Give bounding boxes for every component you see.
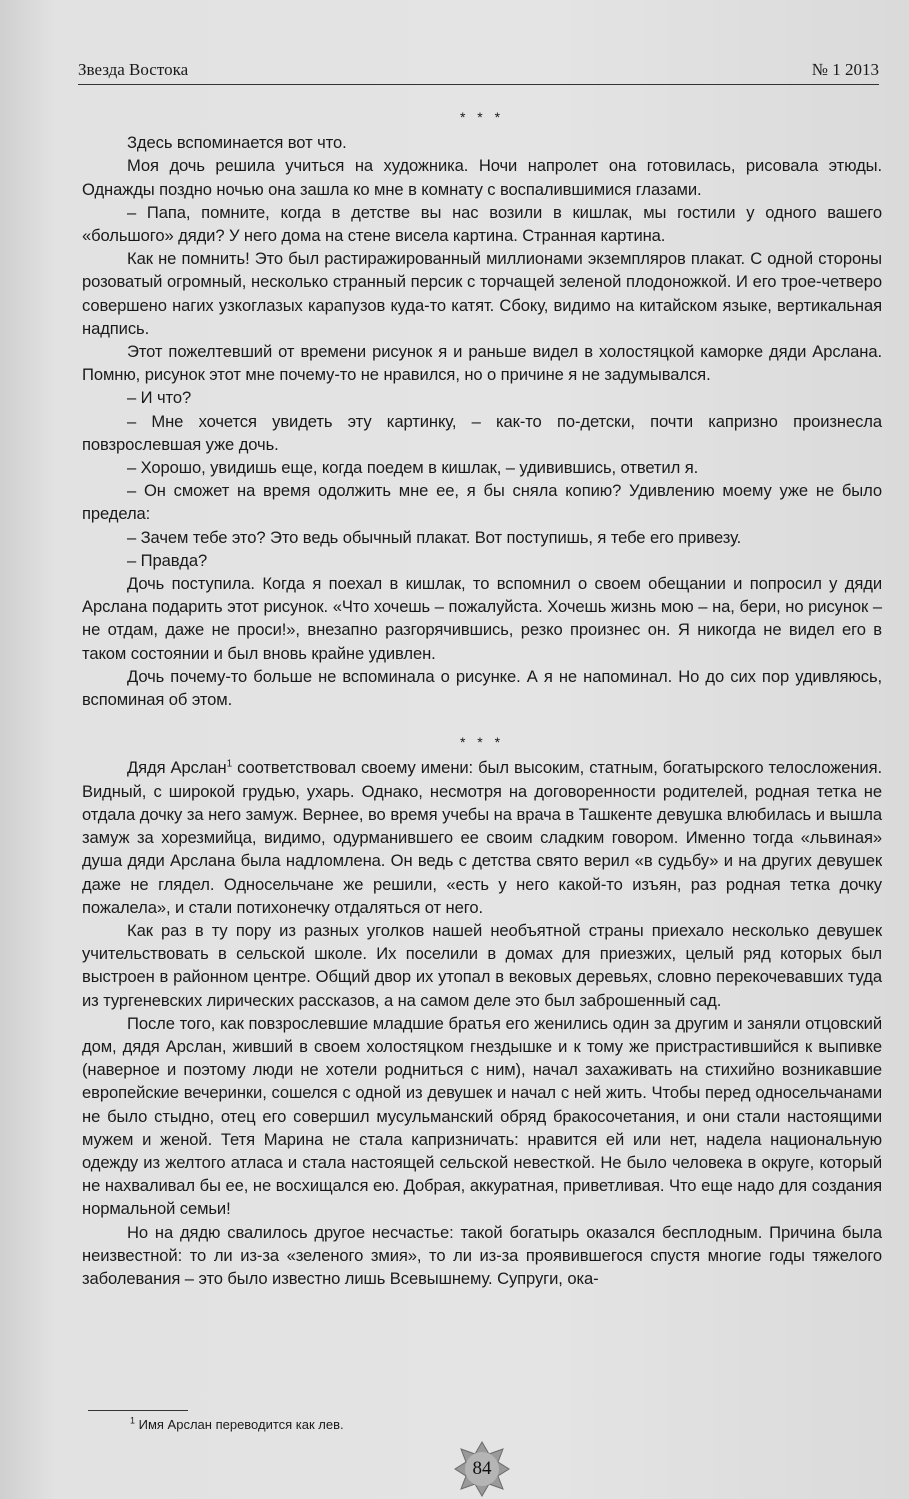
footnote-text: Имя Арслан переводится как лев.: [135, 1417, 344, 1432]
issue-number: № 1 2013: [811, 60, 879, 79]
paragraph: – И что?: [127, 388, 192, 408]
footnote-mark: 1: [130, 1415, 136, 1426]
paragraph-start: Дядя Арслан: [127, 758, 227, 778]
paragraph: Как раз в ту пору из разных уголков нашей необъятной страны приехало несколько девушек учительствовать в сельской школе. Их поселили в домах для приезжих, целый ряд которых был выстроен в районном центре. Общий двор их утопал в вековых деревьях, словно перекочевавших туда из тургеневских лирических рассказов, а на самом деле это был заброшенный сад.: [82, 920, 882, 1010]
paragraph: Здесь вспоминается вот что.: [127, 133, 347, 153]
footnote-reference: 1: [226, 758, 233, 770]
paragraph: – Он сможет на время одолжить мне ее, я бы сняла копию? Удивлению моему уже не было предела:: [82, 481, 882, 524]
paragraph: Дочь почему-то больше не вспоминала о рисунке. А я не напоминал. Но до сих пор удивляюсь, вспоминая об этом.: [82, 666, 882, 710]
journal-title: Звезда Востока: [78, 60, 189, 79]
paragraph: Дочь поступила. Когда я поехал в кишлак, то вспомнил о своем обещании и попросил у дяди Арслана подарить этот рисунок. «Что хочешь – пожалуйста. Хочешь жизнь мою – на, бери, но рисунок – не отдам, даже не проси!», внезапно разгорячившись, резко произнес он. Я никогда не видел его в таком состоянии и был вновь крайне удивлен.: [82, 574, 882, 663]
footnote: [130, 1417, 344, 1432]
section-separator: * * *: [459, 109, 505, 125]
paragraph: – Папа, помните, когда в детстве вы нас возили в кишлак, мы гостили у одного вашего «большого» дяди? У него дома на стене висела картина. Странная картина.: [82, 202, 882, 246]
section-separator: * * *: [459, 734, 505, 751]
footnote-divider: [88, 1410, 188, 1411]
paragraph: – Хорошо, увидишь еще, когда поедем в кишлак, – удивившись, ответил я.: [127, 458, 699, 478]
running-header: [78, 58, 879, 85]
article-body: [82, 106, 882, 1290]
paragraph: – Мне хочется увидеть эту картинку, – как-то по-детски, почти капризно произнесла повзрослевшая уже дочь.: [82, 411, 882, 454]
paragraph: – Зачем тебе это? Это ведь обычный плакат. Вот поступишь, я тебе его привезу.: [127, 527, 742, 547]
paragraph: Как не помнить! Это был растиражированный миллионами экземпляров плакат. С одной стороны розоватый огромный, несколько странный персик с торчащей зеленой плодоножкой. И его трое-четверо совершено нагих узкоглазых карапузов куда-то катят. Сбоку, видимо на китайском языке, вертикальная надпись.: [82, 249, 882, 338]
page-number: 84: [472, 1458, 492, 1479]
paragraph: [82, 756, 882, 918]
paragraph: Этот пожелтевший от времени рисунок я и раньше видел в холостяцкой каморке дяди Арслана. Помню, рисунок этот мне почему-то не нравился, но о причине я не задумывался.: [82, 342, 882, 385]
paragraph: После того, как повзрослевшие младшие братья его женились один за другим и заняли отцовский дом, дядя Арслан, живший в своем холостяцком гнездышке и к тому же пристрастившийся к выпивке (наверное и поэтому люди не хотели родниться с ним), начал захаживать на стихийно возникавшие европейские вечеринки, сошелся с одной из девушек и начал с ней жить. Чтобы перед односельчанами не было стыдно, отец его совершил мусульманский обряд бракосочетания, и они стали настоящими мужем и женой. Тетя Марина не стала капризничать: нравится ей или нет, надела национальную одежду из желтого атласа и стала настоящей сельской невесткой. Не было человека в округе, который не нахваливал бы ее, не восхищался ею. Добрая, аккуратная, приветливая. Что еще надо для создания нормальной семьи!: [82, 1013, 882, 1219]
paragraph: Но на дядю свалилось другое несчастье: такой богатырь оказался бесплодным. Причина была неизвестной: то ли из-за «зеленого змия», то ли из-за проявившегося спустя многие годы тяжелого заболевания – это было известно лишь Всевышнему. Супруги, ока-: [82, 1222, 882, 1288]
paragraph: Моя дочь решила учиться на художника. Ночи напролет она готовилась, рисовала этюды. Однажды поздно ночью она зашла ко мне в комнату с воспалившимися глазами.: [82, 156, 882, 199]
paragraph: – Правда?: [127, 550, 208, 570]
page-number-badge: [453, 1440, 511, 1498]
paragraph-rest: соответствовал своему имени: был высоким, статным, богатырского телосложения. Видный, с широкой грудью, ухарь. Однако, несмотря на договоренности родителей, родная тетка не отдала дочку за него замуж. Вернее, во время учебы на врача в Ташкенте девушка влюбилась и вышла замуж за хорезмийца, видимо, одурманившего ее своим сладким говором. Именно тогда «львиная» душа дяди Арслана была надломлена. Он ведь с детства свято верил «в судьбу» и на других девушек даже не глядел. Односельчане же решили, «есть у него какой-то изъян, раз родная тетка дочку пожалела», и стали потихонечку отдаляться от него.: [82, 758, 882, 917]
